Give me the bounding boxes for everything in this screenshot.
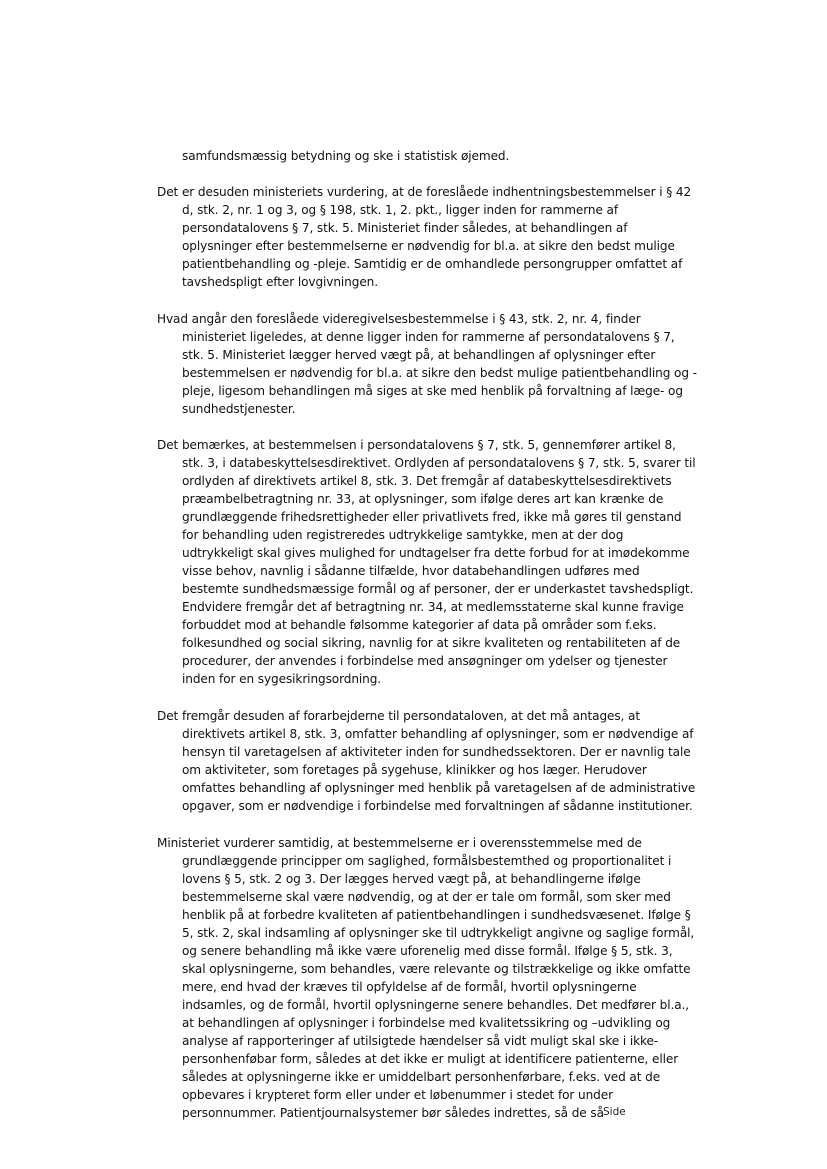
continuation-line: samfundsmæssig betydning og ske i statistisk øjemed. [182, 149, 510, 163]
paragraph-4: Det fremgår desuden af forarbejderne til persondataloven, at det må antages, at direktivets artikel 8, stk. 3, omfatter behandling af oplysninger, som er nødvendige af hensyn til varetagelsen af aktiviteter inden for sundhedssektoren. Der er navnlig tale om aktiviteter, som foretages på sygehuse, klinikker og hos læger. Herudover omfattes behandling af oplysninger med henblik på varetagelsen af de administrative opgaver, som er nødvendige i forbindelse med forvaltningen af sådanne institutioner. [157, 709, 696, 813]
page-footer-label: Side [603, 1106, 626, 1118]
paragraph-3: Det bemærkes, at bestemmelsen i persondatalovens § 7, stk. 5, gennemfører artikel 8, stk. 3, i databeskyttelsesdirektivet. Ordlyden af persondatalovens § 7, stk. 5, svarer til ordlyden af direktivets artikel 8, stk. 3. Det fremgår af databeskyttelsesdirektivets præambelbetragtning nr. 33, at oplysninger, som ifølge deres art kan krænke de grundlæggende frihedsrettigheder eller privatlivets fred, ikke må gøres til genstand for behandling uden registreredes udtrykkelige samtykke, men at der dog udtrykkeligt skal gives mulighed for undtagelser fra dette forbud for at imødekomme visse behov, navnlig i sådanne tilfælde, hvor databehandlingen udføres med bestemte sundhedsmæssige formål og af personer, der er underkastet tavshedspligt. Endvidere fremgår det af betragtning nr. 34, at medlemsstaterne skal kunne fravige forbuddet mod at behandle følsomme kategorier af data på områder som f.eks. folkesundhed og social sikring, navnlig for at sikre kvaliteten og rentabiliteten af de procedurer, der anvendes i forbindelse med ansøgninger om ydelser og tjenester inden for en sygesikringsordning. [157, 438, 696, 686]
paragraph-1: Det er desuden ministeriets vurdering, at de foreslåede indhentningsbestemmelser i § 42 d, stk. 2, nr. 1 og 3, og § 198, stk. 1, 2. pkt., ligger inden for rammerne af persondatalovens § 7, stk. 5. Ministeriet finder således, at behandlingen af oplysninger efter bestemmelserne er nødvendig for bl.a. at sikre den bedst mulige patientbehandling og -pleje. Samtidig er de omhandlede persongrupper omfattet af tavshedspligt efter lovgivningen. [157, 185, 692, 289]
paragraph-2: Hvad angår den foreslåede videregivelsesbestemmelse i § 43, stk. 2, nr. 4, finder ministeriet ligeledes, at denne ligger inden for rammerne af persondatalovens § 7, stk. 5. Ministeriet lægger herved vægt på, at behandlingen af oplysninger efter bestemmelsen er nødvendig for bl.a. at sikre den bedst mulige patientbehandling og -pleje, ligesom behandlingen må siges at ske med henblik på forvaltning af læge- og sundhedstjenester. [157, 312, 697, 416]
paragraph-5: Ministeriet vurderer samtidig, at bestemmelserne er i overensstemmelse med de grundlæggende principper om saglighed, formålsbestemthed og proportionalitet i lovens § 5, stk. 2 og 3. Der lægges herved vægt på, at behandlingerne ifølge bestemmelserne skal være nødvendig, og at der er tale om formål, som sker med henblik på at forbedre kvaliteten af patientbehandlingen i sundhedsvæsenet. Ifølge § 5, stk. 2, skal indsamling af oplysninger ske til udtrykkeligt angivne og saglige formål, og senere behandling må ikke være uforenelig med disse formål. Ifølge § 5, stk. 3, skal oplysningerne, som behandles, være relevante og tilstrækkelige og ikke omfatte mere, end hvad der kræves til opfyldelse af de formål, hvortil oplysningerne indsamles, og de formål, hvortil oplysningerne senere behandles. Det medfører bl.a., at behandlingen af oplysninger i forbindelse med kvalitetssikring og –udvikling og analyse af rapporteringer af utilsigtede hændelser så vidt muligt skal ske i ikke-personhenføbar form, således at det ikke er muligt at identificere patienterne, eller således at oplysningerne ikke er umiddelbart personhenførbare, f.eks. ved at de opbevares i krypteret form eller under et løbenummer i stedet for under personnummer. Patientjournalsystemer bør således indrettes, så de så [157, 836, 695, 1120]
